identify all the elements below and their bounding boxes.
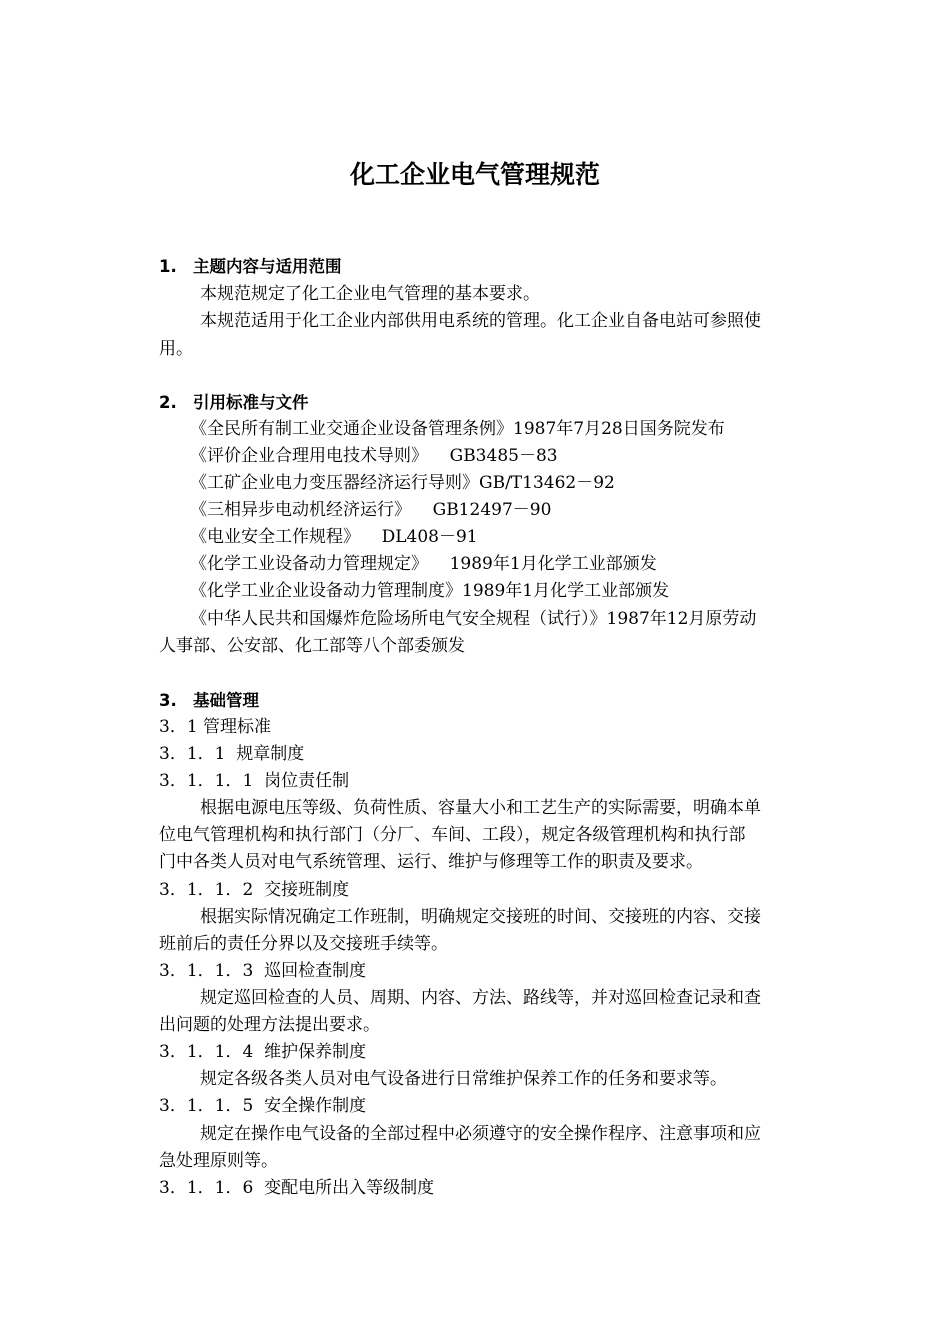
section-title: 基础管理 bbox=[193, 691, 259, 710]
reference-item: 《电业安全工作规程》 DL408－91 bbox=[190, 527, 478, 547]
section-1-heading bbox=[159, 253, 839, 280]
subheading: 3．1．1 规章制度 bbox=[159, 744, 305, 764]
paragraph-line: 规定各级各类人员对电气设备进行日常维护保养工作的任务和要求等。 bbox=[200, 1069, 727, 1089]
paragraph-line: 用。 bbox=[159, 339, 193, 359]
reference-item: 《化学工业设备动力管理规定》 1989年1月化学工业部颁发 bbox=[190, 554, 657, 574]
subheading: 3．1．1．2 交接班制度 bbox=[159, 880, 350, 900]
paragraph-line: 门中各类人员对电气系统管理、运行、维护与修理等工作的职责及要求。 bbox=[159, 852, 703, 872]
section-number: 1. bbox=[159, 257, 177, 276]
paragraph-line: 位电气管理机构和执行部门（分厂、车间、工段），规定各级管理机构和执行部 bbox=[159, 825, 746, 845]
reference-item: 《三相异步电动机经济运行》 GB12497－90 bbox=[190, 500, 552, 520]
reference-item: 《评价企业合理用电技术导则》 GB3485－83 bbox=[190, 446, 558, 466]
subheading: 3．1 管理标准 bbox=[159, 717, 272, 737]
document-title: 化工企业电气管理规范 bbox=[349, 160, 600, 189]
subheading: 3．1．1．1 岗位责任制 bbox=[159, 771, 350, 791]
section-number: 3. bbox=[159, 691, 177, 710]
paragraph-line: 班前后的责任分界以及交接班手续等。 bbox=[159, 934, 448, 954]
subheading: 3．1．1．4 维护保养制度 bbox=[159, 1042, 367, 1062]
reference-item: 《化学工业企业设备动力管理制度》1989年1月化学工业部颁发 bbox=[190, 581, 670, 601]
paragraph-line: 本规范规定了化工企业电气管理的基本要求。 bbox=[200, 284, 540, 304]
section-3-heading bbox=[159, 687, 839, 714]
paragraph-line: 规定在操作电气设备的全部过程中必须遵守的安全操作程序、注意事项和应 bbox=[200, 1124, 761, 1144]
section-title: 引用标准与文件 bbox=[193, 393, 309, 412]
paragraph-line: 出问题的处理方法提出要求。 bbox=[159, 1015, 380, 1035]
section-title: 主题内容与适用范围 bbox=[193, 257, 342, 276]
paragraph-line: 本规范适用于化工企业内部供用电系统的管理。化工企业自备电站可参照使 bbox=[200, 311, 761, 331]
subheading: 3．1．1．3 巡回检查制度 bbox=[159, 961, 367, 981]
reference-item-continued: 人事部、公安部、化工部等八个部委颁发 bbox=[159, 636, 465, 656]
subheading: 3．1．1．6 变配电所出入等级制度 bbox=[159, 1178, 435, 1198]
subheading: 3．1．1．5 安全操作制度 bbox=[159, 1096, 367, 1116]
paragraph-line: 急处理原则等。 bbox=[159, 1151, 278, 1171]
paragraph-line: 根据电源电压等级、负荷性质、容量大小和工艺生产的实际需要，明确本单 bbox=[200, 798, 761, 818]
reference-item: 《全民所有制工业交通企业设备管理条例》1987年7月28日国务院发布 bbox=[190, 419, 725, 439]
paragraph-line: 根据实际情况确定工作班制，明确规定交接班的时间、交接班的内容、交接 bbox=[200, 907, 761, 927]
section-number: 2. bbox=[159, 393, 177, 412]
reference-item: 《工矿企业电力变压器经济运行导则》GB/T13462－92 bbox=[190, 473, 615, 493]
section-2-heading bbox=[159, 389, 839, 416]
reference-item: 《中华人民共和国爆炸危险场所电气安全规程（试行）》1987年12月原劳动 bbox=[190, 609, 757, 629]
paragraph-line: 规定巡回检查的人员、周期、内容、方法、路线等，并对巡回检查记录和查 bbox=[200, 988, 761, 1008]
